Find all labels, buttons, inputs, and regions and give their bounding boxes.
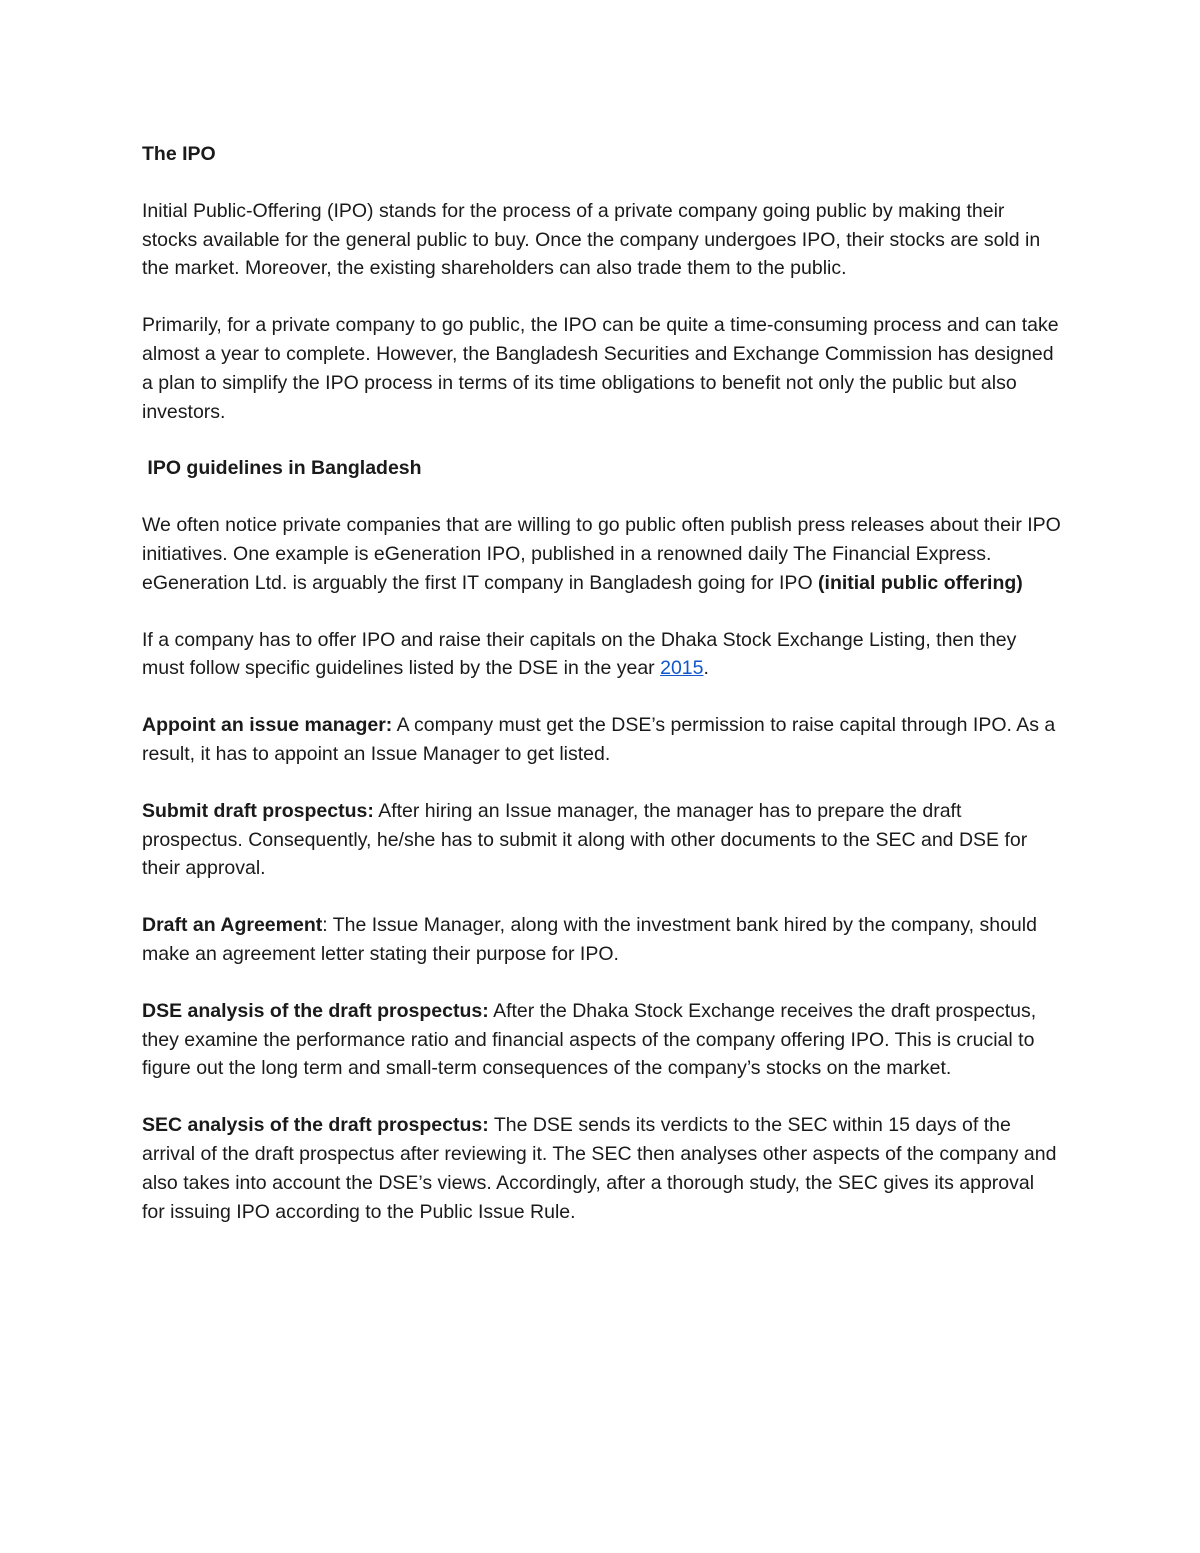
guideline-item [142, 997, 1062, 1083]
guideline-label: Draft an Agreement [142, 914, 323, 937]
guideline-label: Appoint an issue manager: [142, 714, 393, 737]
year-2015-link[interactable]: 2015 [660, 657, 704, 680]
guidelines-end: . [703, 657, 709, 680]
guideline-text: After hiring an Issue manager, the manager has to prepare the draft prospectus. Consequently, he/she has to submit it along with other documents to the SEC and DSE for their approval. [142, 799, 1028, 880]
guideline-item [142, 797, 1062, 883]
guideline-label: DSE analysis of the draft prospectus: [142, 999, 489, 1022]
guideline-text: The DSE sends its verdicts to the SEC within 15 days of the arrival of the draft prospectus after reviewing it. The SEC then analyses other aspects of the company and also takes into account the DSE’s views. Accordingly, after a thorough study, the SEC gives its approval for issuing IPO according to the Public Issue Rule. [142, 1114, 1057, 1223]
guideline-text: : The Issue Manager, along with the investment bank hired by the company, should make an agreement letter stating their purpose for IPO. [142, 914, 1037, 965]
document-title: The IPO [142, 143, 216, 165]
guideline-text: After the Dhaka Stock Exchange receives the draft prospectus, they examine the performance ratio and financial aspects of the company offering IPO. This is crucial to figure out the long term and small-term consequences of the company’s stocks on the market. [142, 999, 1037, 1080]
guideline-item [142, 911, 1062, 969]
guideline-text: A company must get the DSE’s permission to raise capital through IPO. As a result, it has to appoint an Issue Manager to get listed. [142, 714, 1056, 765]
press-release-paragraph [142, 511, 1062, 597]
guideline-item [142, 711, 1062, 769]
section-heading: IPO guidelines in Bangladesh [142, 457, 422, 480]
guideline-label: Submit draft prospectus: [142, 799, 374, 822]
document-page [142, 140, 1062, 1226]
press-release-text: We often notice private companies that are willing to go public often publish press releases about their IPO initiatives. One example is eGeneration IPO, published in a renowned daily The Financial Express. eGeneration Ltd. is arguably the first IT company in Bangladesh going for IPO [142, 514, 1061, 594]
press-release-bold-text: (initial public offering) [818, 571, 1023, 594]
guideline-item [142, 1111, 1062, 1226]
guideline-label: SEC analysis of the draft prospectus: [142, 1114, 489, 1137]
intro-paragraph: Initial Public-Offering (IPO) stands for the process of a private company going public by making their stocks available for the general public to buy. Once the company undergoes IPO, their stocks are sold in the market. Moreover, the existing shareholders can also trade them to the public. [142, 199, 1041, 280]
guidelines-paragraph [142, 626, 1062, 684]
guidelines-text: If a company has to offer IPO and raise their capitals on the Dhaka Stock Exchange Listing, then they must follow specific guidelines listed by the DSE in the year [142, 628, 1017, 680]
process-paragraph: Primarily, for a private company to go public, the IPO can be quite a time-consuming process and can take almost a year to complete. However, the Bangladesh Securities and Exchange Commission has designed a plan to simplify the IPO process in terms of its time obligations to benefit not only the public but also investors. [142, 314, 1059, 423]
